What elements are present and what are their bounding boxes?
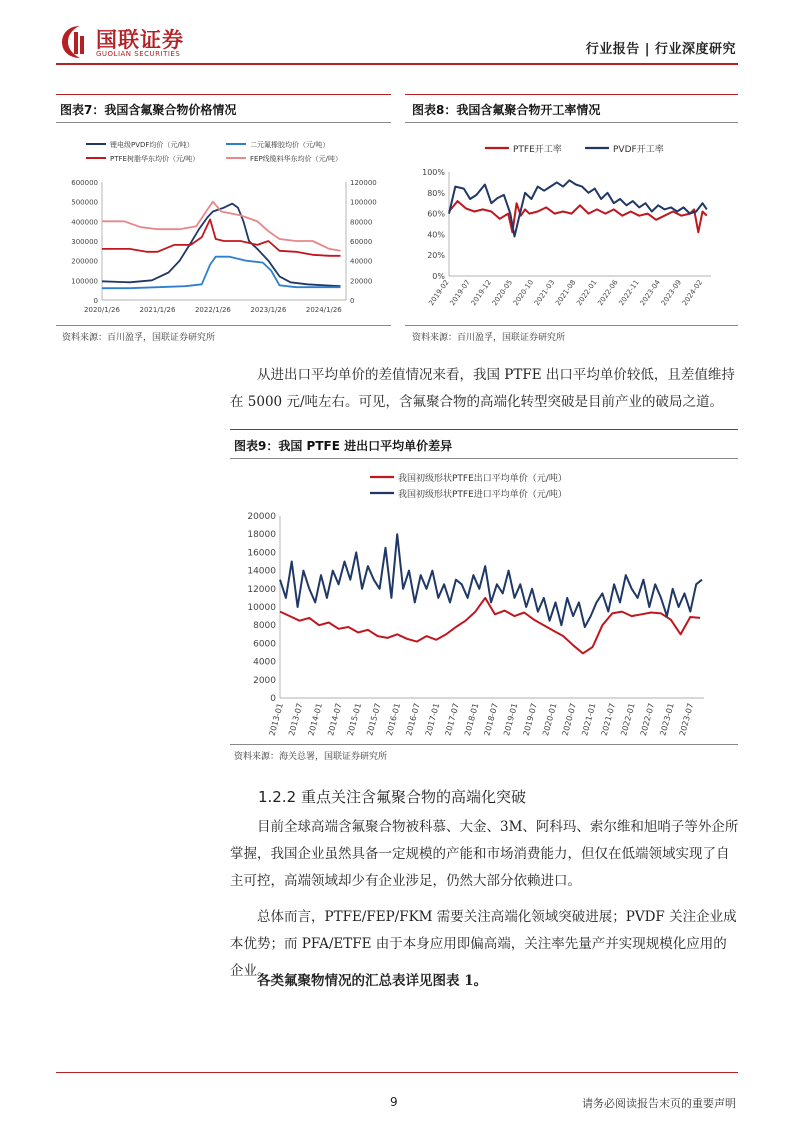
fig8-x-tick: 2023-04 (638, 278, 662, 308)
fig7-x-tick: 2023/1/26 (250, 306, 287, 314)
fig9-x-tick: 2022-07 (638, 702, 657, 737)
fig9-x-tick: 2019-01 (502, 702, 520, 737)
fig9-x-tick: 2017-07 (443, 702, 461, 737)
fig8-y-tick: 20% (427, 251, 445, 261)
fig8-x-tick: 2022-06 (596, 278, 620, 308)
fig9-x-tick: 2013-01 (267, 702, 285, 737)
fig9-x-tick: 2020-07 (560, 702, 579, 737)
section-number: 1.2.2 (258, 788, 297, 806)
fig7-legend-label: 锂电级PVDF均价（元/吨） (110, 141, 194, 149)
fig8-x-tick: 2019-12 (469, 278, 493, 308)
fig9-y-tick: 8000 (253, 621, 276, 632)
fig9-series-line (280, 534, 702, 627)
paragraph-summary: 总体而言，PTFE/FEP/FKM 需要关注高端化领域突破进展；PVDF 关注企业成本优势；而 PFA/ETFE 由于本身应用即偏高端，关注率先量产并实现规模化应用的企业。 (230, 909, 737, 979)
fig7-title: 图表7：我国含氟聚合物价格情况 (60, 103, 237, 117)
fig9-x-tick: 2018-07 (482, 702, 500, 737)
fig7-y-right-tick: 20000 (350, 277, 373, 286)
logo-text-cn: 国联证券 (96, 28, 184, 52)
fig8-bottom-rule (405, 325, 738, 326)
fig9-y-tick: 18000 (247, 530, 276, 541)
fig7-y-left-tick: 200000 (71, 257, 98, 266)
fig8-x-tick: 2019-07 (448, 278, 472, 308)
fig7-legend-label: PTFE树脂华东均价（元/吨） (110, 155, 200, 163)
header-divider (56, 63, 738, 65)
fig7-legend-label: FEP线缆料华东均价（元/吨） (250, 155, 343, 163)
fig9-x-tick: 2017-01 (423, 702, 442, 737)
fig8-y-tick: 40% (427, 230, 445, 240)
fig9-y-tick: 12000 (247, 584, 276, 595)
fig8-y-tick: 100% (422, 168, 445, 177)
section-heading (258, 786, 526, 807)
fig9-source: 资料来源：海关总署，国联证券研究所 (234, 752, 388, 762)
fig8-y-tick: 80% (427, 188, 445, 198)
fig9-x-tick: 2020-01 (541, 702, 559, 737)
fig8-x-tick: 2019-02 (427, 278, 451, 308)
fig7-y-left-tick: 100000 (71, 277, 98, 286)
fig8-x-tick: 2024-02 (680, 278, 705, 308)
fig8-x-tick: 2021-03 (532, 278, 557, 308)
fig8-y-tick: 0% (432, 272, 445, 281)
fig9-x-tick: 2015-01 (345, 702, 364, 737)
fig8-x-tick: 2022-01 (575, 278, 599, 308)
paragraph-global-landscape: 目前全球高端含氟聚合物被科慕、大金、3M、阿科玛、索尔维和旭哨子等外企所掌握，我国企业虽然具备一定规模的产能和市场消费能力，但仅在低端领域实现了自主可控，高端领域却少有企业涉足，仍然大部分依赖进口。 (230, 819, 739, 889)
fig7-y-left-tick: 400000 (71, 218, 98, 227)
fig9-x-tick: 2014-01 (306, 702, 325, 737)
logo-text-en: GUOLIAN SECURITIES (96, 50, 181, 58)
company-logo (58, 22, 208, 62)
page-number: 9 (390, 1095, 398, 1109)
fig9-series-line (280, 598, 700, 654)
fig9-y-tick: 4000 (253, 657, 276, 668)
fig7-chart (56, 126, 391, 322)
fig7-x-tick: 2020/1/26 (84, 306, 120, 314)
fig9-title-rule (230, 458, 738, 459)
fig7-legend-label: 二元氟橡胶均价（元/吨） (250, 141, 330, 149)
fig9-x-tick: 2023-01 (658, 702, 676, 737)
fig7-title-rule (56, 122, 391, 123)
fig9-y-tick: 16000 (247, 548, 276, 559)
fig8-source: 资料来源：百川盈孚，国联证券研究所 (412, 333, 566, 343)
fig8-x-tick: 2020-10 (511, 278, 536, 308)
fig7-y-left-tick: 500000 (71, 198, 98, 207)
paragraph-price-gap: 从进出口平均单价的差值情况来看，我国 PTFE 出口平均单价较低，且差值维持在 5000 元/吨左右。可见，含氟聚合物的高端化转型突破是目前产业的破局之道。 (230, 367, 735, 410)
fig9-bottom-rule (230, 744, 738, 745)
fig7-source: 资料来源：百川盈孚，国联证券研究所 (62, 333, 216, 343)
fig9-chart (230, 462, 738, 742)
fig8-series-line (449, 201, 707, 232)
fig7-top-rule (56, 94, 391, 95)
fig7-y-left-tick: 300000 (71, 238, 98, 246)
fig8-x-tick: 2022-11 (617, 278, 641, 308)
fig7-y-right-tick: 0 (350, 297, 355, 305)
report-type: 行业报告 | 行业深度研究 (585, 42, 736, 57)
fig8-legend-label: PVDF开工率 (613, 145, 664, 155)
fig9-x-tick: 2022-01 (619, 702, 637, 737)
fig7-x-tick: 2022/1/26 (194, 306, 231, 314)
fig7-y-left-tick: 600000 (71, 179, 98, 187)
fig8-title-rule (405, 122, 738, 123)
fig8-chart (405, 126, 738, 322)
fig9-x-tick: 2013-07 (287, 702, 305, 737)
fig7-x-tick: 2021/1/26 (139, 306, 176, 314)
fig9-x-tick: 2016-01 (384, 702, 403, 737)
fig9-x-tick: 2016-07 (404, 702, 422, 737)
fig7-y-right-tick: 100000 (350, 198, 377, 207)
fig7-y-right-tick: 60000 (350, 238, 373, 246)
fig8-x-tick: 2021-08 (554, 278, 578, 308)
fig9-x-tick: 2021-07 (599, 702, 618, 737)
fig9-title: 图表9：我国 PTFE 进出口平均单价差异 (234, 439, 453, 453)
fig9-x-tick: 2014-07 (326, 702, 344, 737)
fig9-y-tick: 0 (270, 694, 276, 704)
fig9-x-tick: 2018-01 (462, 702, 481, 737)
fig7-bottom-rule (56, 325, 391, 326)
fig9-top-rule (230, 429, 738, 430)
fig7-y-right-tick: 120000 (350, 179, 377, 187)
fig7-y-right-tick: 80000 (350, 218, 373, 227)
fig9-y-tick: 2000 (253, 675, 276, 686)
fig9-x-tick: 2015-07 (365, 702, 383, 737)
fig9-y-tick: 6000 (253, 639, 276, 650)
fig8-top-rule (405, 94, 738, 95)
fig9-x-tick: 2023-07 (677, 702, 696, 737)
fig8-x-tick: 2023-09 (659, 278, 684, 308)
fig7-y-right-tick: 40000 (350, 257, 373, 266)
paragraph-table-ref: 各类氟聚物情况的汇总表详见图表 1。 (257, 973, 488, 989)
fig7-y-left-tick: 0 (93, 297, 98, 305)
fig7-x-tick: 2024/1/26 (305, 306, 342, 314)
footer-divider (56, 1072, 738, 1073)
section-title: 重点关注含氟聚合物的高端化突破 (300, 788, 526, 806)
fig9-x-tick: 2021-01 (580, 702, 598, 737)
fig8-title: 图表8：我国含氟聚合物开工率情况 (412, 103, 601, 117)
fig9-legend-label: 我国初级形状PTFE出口平均单价（元/吨） (398, 474, 567, 484)
footer-disclaimer: 请务必阅读报告末页的重要声明 (582, 1097, 736, 1110)
fig9-y-tick: 10000 (247, 603, 276, 613)
fig8-x-tick: 2020-05 (490, 278, 515, 308)
fig9-y-tick: 14000 (247, 566, 276, 577)
fig9-x-tick: 2019-07 (521, 702, 539, 737)
fig7-series-line (102, 204, 341, 287)
fig9-y-tick: 20000 (247, 512, 276, 522)
fig7-series-line (102, 219, 341, 255)
fig8-legend-label: PTFE开工率 (513, 145, 562, 155)
fig9-legend-label: 我国初级形状PTFE进口平均单价（元/吨） (398, 490, 567, 500)
fig8-y-tick: 60% (427, 209, 445, 219)
